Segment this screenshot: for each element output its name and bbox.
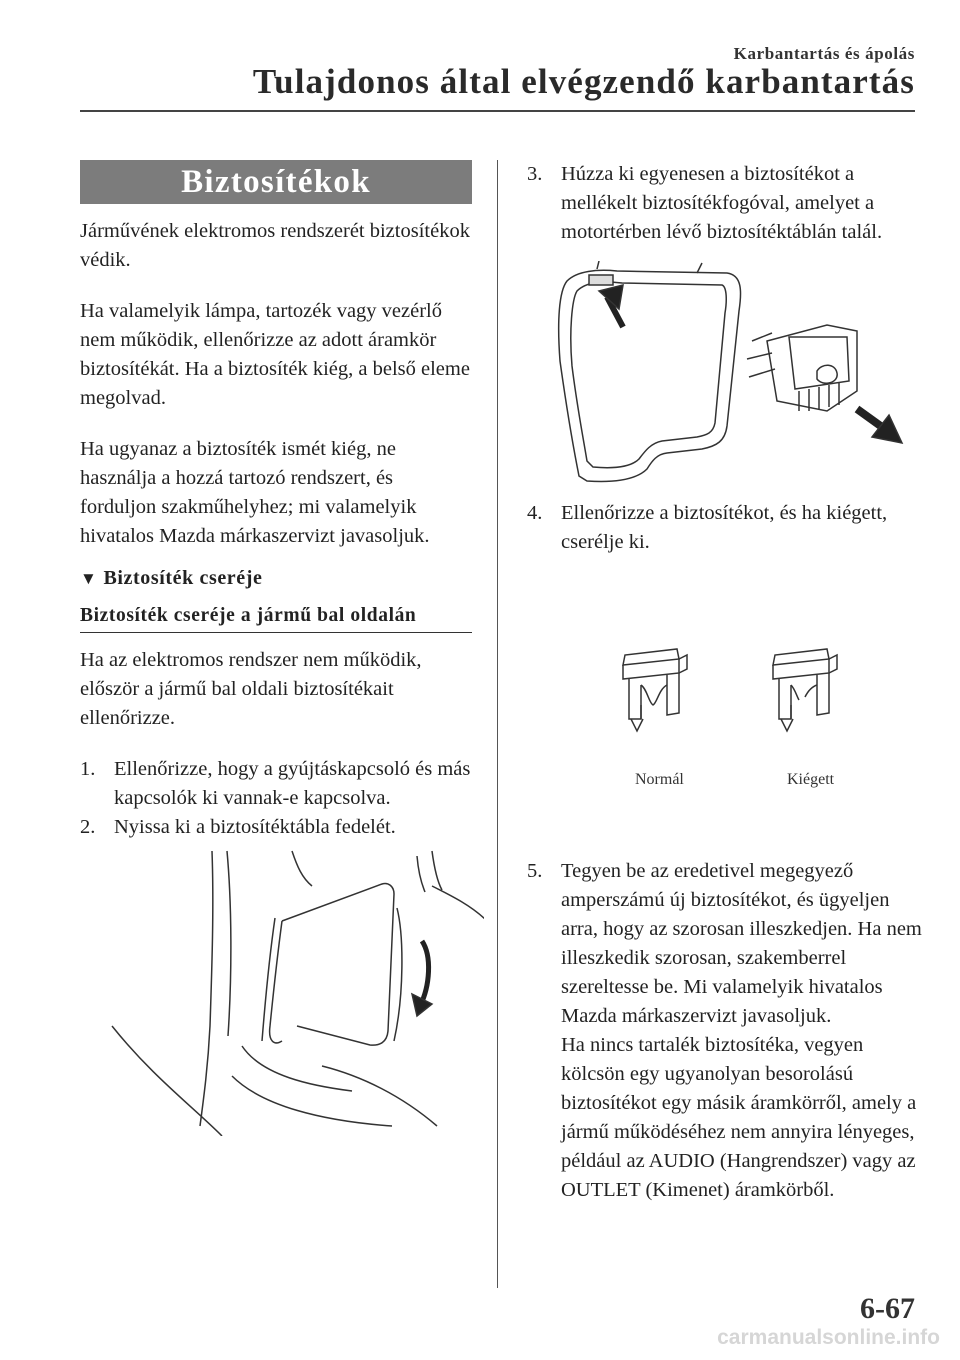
check-paragraph: Ha valamelyik lámpa, tartozék vagy vezérlő nem működik, ellenőrizze az adott áramkör biztosítékát. Ha a biztosíték kiég, a belső eleme megolvad. (80, 300, 470, 409)
fuse-cover-illustration (92, 846, 484, 1136)
fuse-blown-icon (767, 645, 847, 735)
subheading-text: Biztosíték cseréje (103, 567, 263, 589)
right-column (527, 160, 927, 1205)
left-side-paragraph: Ha az elektromos rendszer nem működik, először a jármű bal oldali biztosítékait ellenőrizze. (80, 649, 422, 729)
fuse-normal-icon (617, 645, 697, 735)
step-item (80, 755, 472, 813)
sub-subheading: Biztosíték cseréje a jármű bal oldalán (80, 605, 472, 633)
step-item (527, 499, 927, 557)
repeat-paragraph: Ha ugyanaz a biztosíték ismét kiég, ne használja a hozzá tartozó rendszert, és forduljon szakműhelyhez; mi valamelyik hivatalos Mazda márkaszervizt javasoljuk. (80, 438, 430, 547)
step-number: 4. (527, 502, 543, 524)
step-text: Nyissa ki a biztosítéktábla fedelét. (114, 816, 396, 838)
step-number: 1. (80, 758, 96, 780)
intro-paragraph: Járművének elektromos rendszerét biztosítékok védik. (80, 220, 470, 271)
step-item (80, 813, 472, 842)
fuse-blown-label: Kiégett (787, 771, 835, 788)
subheading (80, 567, 472, 590)
page-number: 6-67 (860, 1292, 915, 1325)
step-text: Ellenőrizze, hogy a gyújtáskapcsoló és más kapcsolók ki vannak-e kapcsolva. (114, 758, 471, 809)
step-number: 3. (527, 163, 543, 185)
chapter-title: Tulajdonos által elvégzendő karbantartás (252, 62, 915, 101)
step-text: Ellenőrizze a biztosítékot, és ha kiégett, cserélje ki. (561, 502, 888, 553)
step-item (527, 160, 927, 247)
left-column (80, 160, 472, 1136)
step-list-left (80, 755, 472, 842)
header-rule (80, 110, 915, 112)
step-number: 5. (527, 860, 543, 882)
section-banner: Biztosítékok (80, 160, 472, 204)
step-text: Húzza ki egyenesen a biztosítékot a mellékelt biztosítékfogóval, amelyet a motortérben lévő biztosítéktáblán talál. (561, 163, 883, 243)
step-text: Tegyen be az eredetivel megegyező amperszámú új biztosítékot, és ügyeljen arra, hogy az szorosan illeszkedjen. Ha nem illeszkedik szorosan, szakemberrel szereltesse be. Mi valamelyik hivatalos Mazda márkaszervizt javasoljuk. Ha nincs tartalék biztosítéka, vegyen kölcsön egy ugyanolyan besorolású biztosítékot egy másik áramkörről, amely a jármű működéséhez nem annyira lényeges, például az AUDIO (Hangrendszer) vagy az OUTLET (Kimenet) áramkörből. (561, 860, 922, 1201)
triangle-marker-icon: ▼ (80, 569, 98, 588)
fuse-comparison (527, 567, 927, 817)
step-number: 2. (80, 816, 96, 838)
step-item (527, 857, 927, 1205)
watermark: carmanualsonline.info (717, 1326, 940, 1349)
fuse-normal-label: Normál (635, 771, 684, 788)
column-divider (497, 160, 498, 1288)
section-title: Karbantartás és ápolás (733, 44, 915, 63)
fuse-puller-illustration (527, 261, 927, 491)
